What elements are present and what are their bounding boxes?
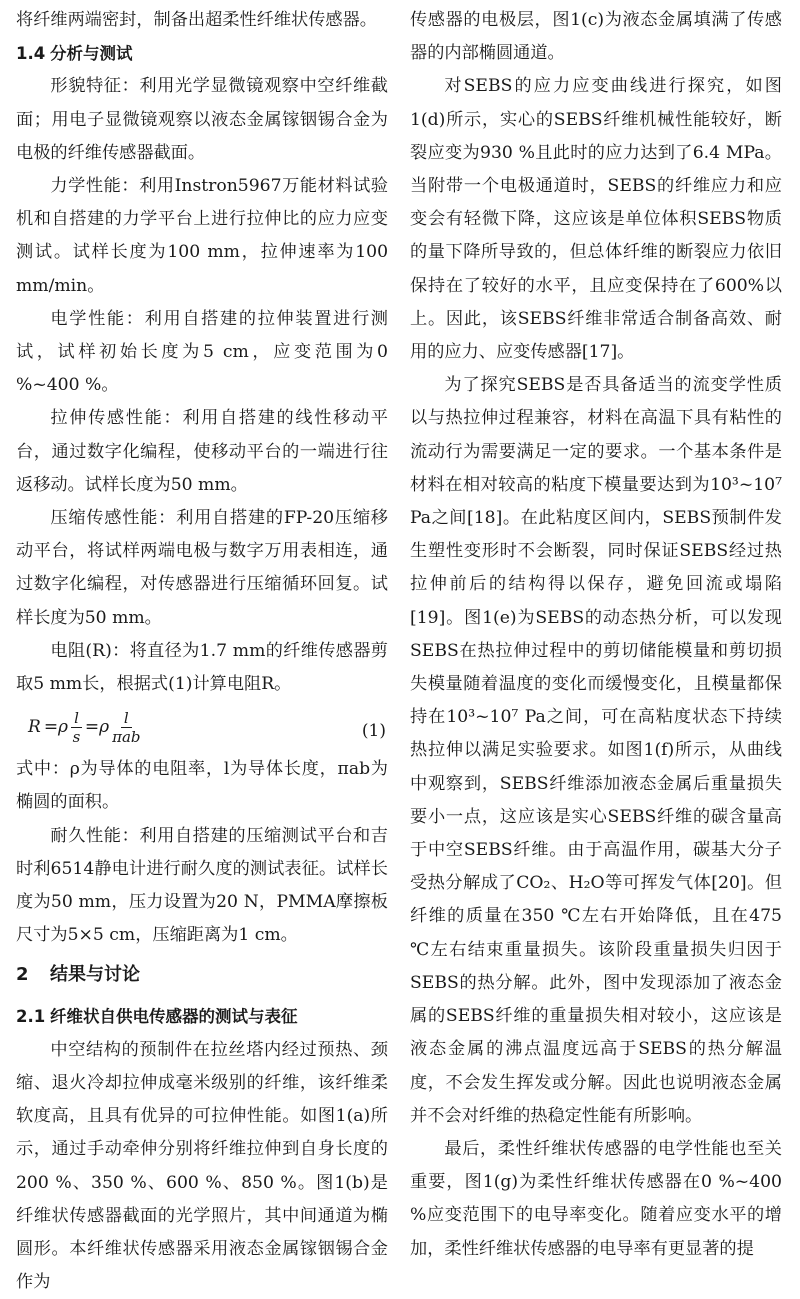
right-column: [410, 4, 782, 1266]
section-heading-2-1: [16, 1000, 388, 1033]
section-title: 结果与讨论: [50, 964, 140, 986]
fraction-l-over-piab: [112, 709, 140, 746]
eq-equals-rho: =ρ: [43, 717, 69, 738]
section-number: 2.1: [16, 1007, 46, 1027]
paragraph-intro-tail: 将纤维两端密封，制备出超柔性纤维状传感器。: [16, 10, 377, 30]
equation-1: [16, 703, 388, 751]
paragraph-tensile-sensing: 拉伸传感性能：利用自搭建的线性移动平台，通过数字化编程，使移动平台的一端进行往返移动。试样长度为50 mm。: [16, 408, 388, 495]
section-title: 纤维状自供电传感器的测试与表征: [50, 1007, 298, 1027]
paragraph-sebs-stress-strain: 对SEBS的应力应变曲线进行探究，如图1(d)所示，实心的SEBS纤维机械性能较好，断裂应变为930 %且此时的应力达到了6.4 MPa。当附带一个电极通道时，SEBS的纤维应力和应变会有轻微下降，这应该是单位体积SEBS物质的量下降所导致的，但总体纤维的断裂应力依旧保持在了较好的水平，且应变保持在了600%以上。因此，该SEBS纤维非常适合制备高效、耐用的应力、应变传感器[17]。: [410, 76, 782, 363]
fraction-numerator-2: l: [121, 709, 132, 728]
left-column: [16, 4, 388, 1299]
eq-equals-rho-2: =ρ: [84, 717, 110, 738]
fraction-numerator: l: [71, 709, 82, 728]
section-heading-2: [16, 960, 388, 990]
paragraph-mechanical: 力学性能：利用Instron5967万能材料试验机和自搭建的力学平台上进行拉伸比的应力应变测试。试样长度为100 mm，拉伸速率为100 mm/min。: [16, 176, 388, 296]
equation-body: [28, 709, 141, 746]
paragraph-durability: 耐久性能：利用自搭建的压缩测试平台和吉时利6514静电计进行耐久度的测试表征。试样长度为50 mm，压力设置为20 N，PMMA摩擦板尺寸为5×5 cm，压缩距离为1 cm。: [16, 825, 388, 946]
paragraph-conductivity: 最后，柔性纤维状传感器的电学性能也至关重要，图1(g)为柔性纤维状传感器在0 %~400 %应变范围下的电导率变化。随着应变水平的增加，柔性纤维状传感器的电导率有更显著的提: [410, 1138, 782, 1259]
paragraph-rheology: 为了探究SEBS是否具备适当的流变学性质以与热拉伸过程兼容，材料在高温下具有粘性的流动行为需要满足一定的要求。一个基本条件是材料在相对较高的粘度下模量要达到为10³~10⁷ Pa之间[18]。在此粘度区间内，SEBS预制件发生塑性变形时不会断裂，同时保证SEBS经过热拉伸前后的结构得以保存，避免回流或塌陷[19]。图1(e)为SEBS的动态热分析，可以发现SEBS在热拉伸过程中的剪切储能模量和剪切损失模量随着温度的变化而缓慢变化，且模量都保持在10³~10⁷ Pa之间，可在高粘度状态下持续热拉伸以满足实验要求。如图1(f)所示，从曲线中观察到，SEBS纤维添加液态金属后重量损失要小一点，这应该是实心SEBS纤维的碳含量高于中空SEBS纤维。由于高温作用，碳基大分子受热分解成了CO₂、H₂O等可挥发气体[20]。但纤维的质量在350 ℃左右开始降低，且在475 ℃左右结束重量损失。该阶段重量损失归因于SEBS的热分解。此外，图中发现添加了液态金属的SEBS纤维的重量损失相对较小，这应该是液态金属的沸点温度远高于SEBS的热分解温度，不会发生挥发或分解。因此也说明液态金属并不会对纤维的热稳定性能有所影响。: [410, 375, 782, 1126]
fraction-denominator: s: [72, 728, 81, 747]
fraction-denominator-2: πab: [112, 728, 141, 747]
paragraph-resistance: 电阻(R)：将直径为1.7 mm的纤维传感器剪取5 mm长，根据式(1)计算电阻R。: [16, 640, 388, 695]
paragraph-compression-sensing: 压缩传感性能：利用自搭建的FP-20压缩移动平台，将试样两端电极与数字万用表相连，通过数字化编程，对传感器进行压缩循环回复。试样长度为50 mm。: [16, 508, 388, 628]
eq-lhs: R: [28, 717, 41, 738]
section-heading-1-4: [16, 37, 388, 70]
equation-number: (1): [361, 721, 386, 742]
paragraph-electrode-tail: 传感器的电极层，图1(c)为液态金属填满了传感器的内部椭圆通道。: [410, 10, 782, 64]
paragraph-hollow-fiber: 中空结构的预制件在拉丝塔内经过预热、颈缩、退火冷却拉伸成毫米级别的纤维，该纤维柔软度高，且具有优异的可拉伸性能。如图1(a)所示，通过手动牵伸分别将纤维拉伸到自身长度的200 %、350 %、600 %、850 %。图1(b)是纤维状传感器截面的光学照片，其中间通道为椭圆形。本纤维状传感器采用液态金属镓铟锡合金作为: [16, 1039, 388, 1293]
paragraph-morphology: 形貌特征：利用光学显微镜观察中空纤维截面；用电子显微镜观察以液态金属镓铟锡合金为电极的纤维传感器截面。: [16, 76, 388, 163]
paragraph-electrical: 电学性能：利用自搭建的拉伸装置进行测试，试样初始长度为5 cm，应变范围为0 %~400 %。: [16, 308, 388, 396]
fraction-l-over-s: [71, 709, 82, 746]
section-number: 2: [16, 964, 29, 986]
section-number: 1.4: [16, 44, 46, 64]
paragraph-equation-note: 式中：ρ为导体的电阻率，l为导体长度，πab为椭圆的面积。: [16, 759, 388, 813]
section-title: 分析与测试: [50, 44, 133, 64]
